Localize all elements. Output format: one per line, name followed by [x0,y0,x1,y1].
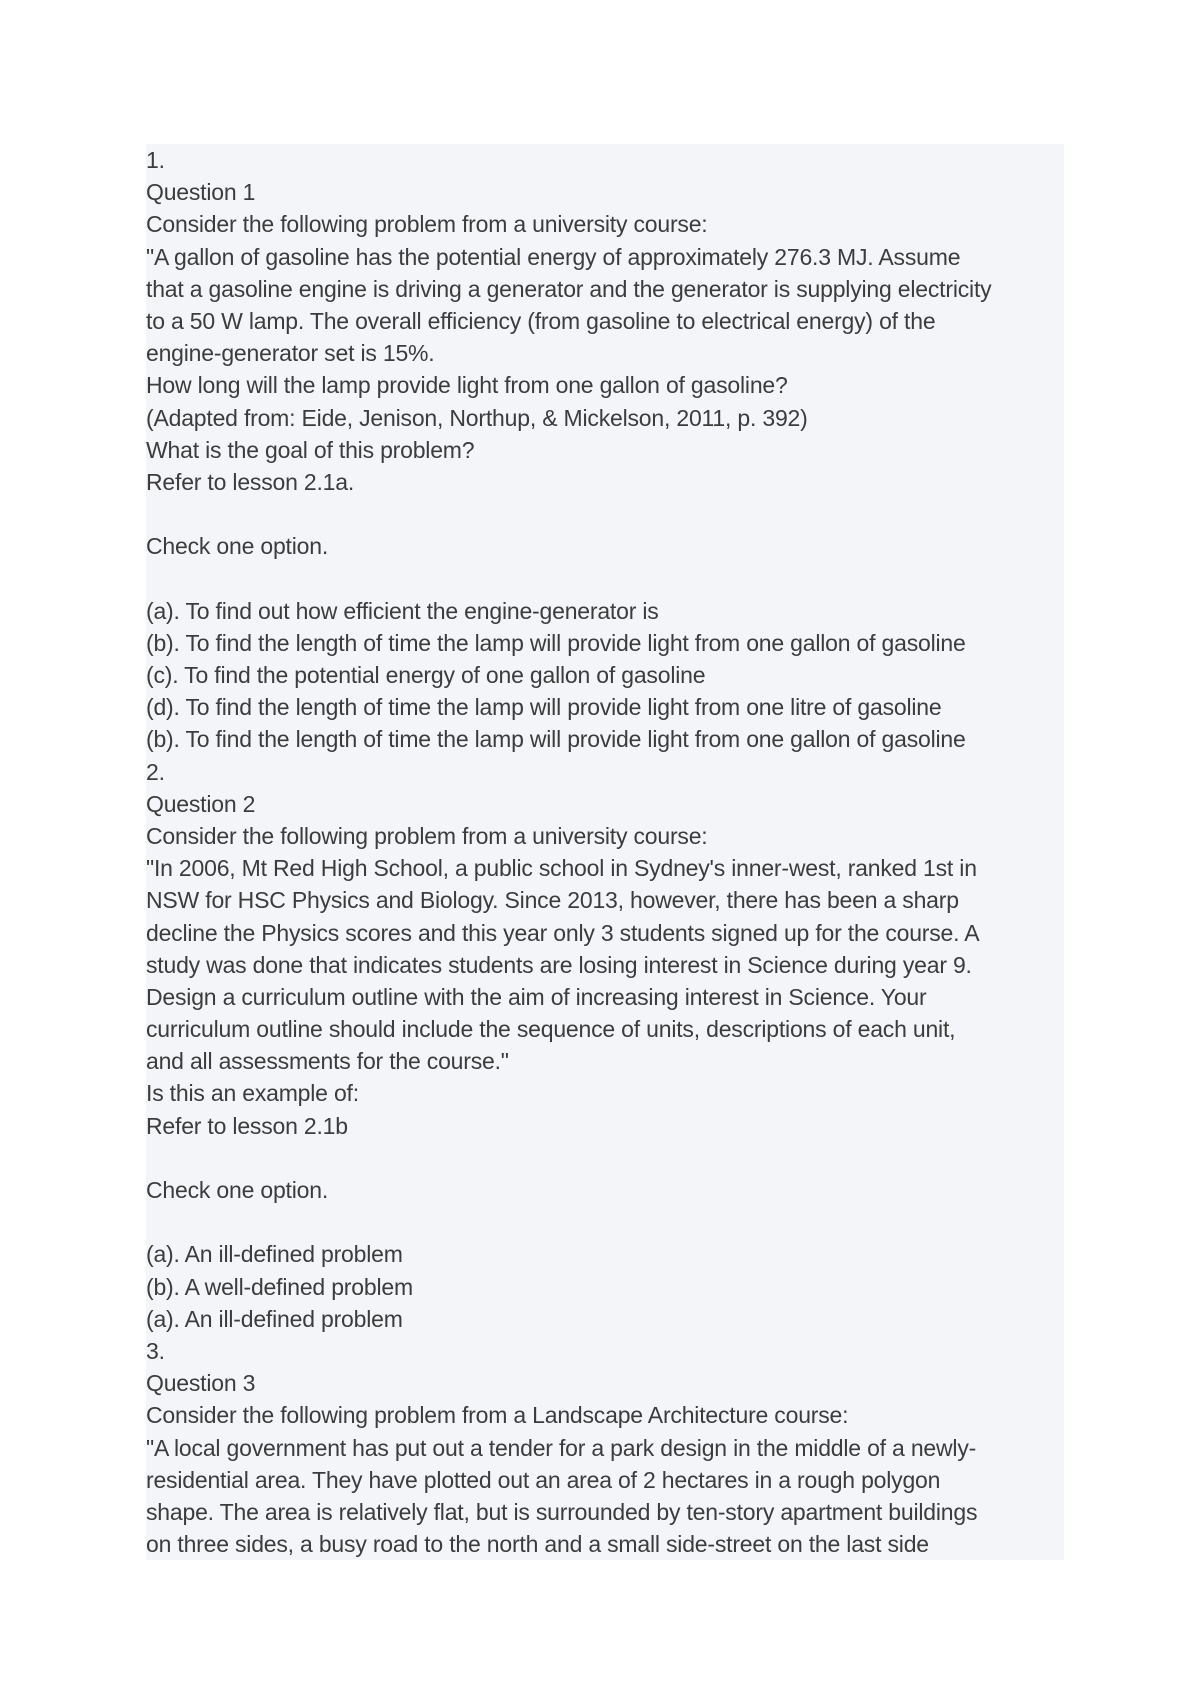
question-3-problem-line: "A local government has put out a tender for a park design in the middle of a newly- [146,1434,977,1461]
question-1-option-d: (d). To find the length of time the lamp will provide light from one litre of gasoline [146,694,942,721]
question-3-intro: Consider the following problem from a Landscape Architecture course: [146,1402,849,1429]
question-1-number: 1. [146,147,165,173]
question-2-prompt: Is this an example of: [146,1080,359,1107]
question-2-instruction: Check one option. [146,1177,329,1203]
blank-line [146,498,1064,530]
question-2-number: 2. [146,758,165,785]
question-1-intro: Consider the following problem from a university course: [146,211,708,238]
question-1-problem-line: engine-generator set is 15%. [146,340,435,367]
question-1-option-c: (c). To find the potential energy of one gallon of gasoline [146,662,706,688]
question-2-problem-line: and all assessments for the course." [146,1048,509,1075]
question-2-heading: Question 2 [146,790,256,817]
question-1-reference: Refer to lesson 2.1a. [146,468,355,495]
question-1-citation: (Adapted from: Eide, Jenison, Northup, & Mickelson, 2011, p. 392) [146,404,808,431]
question-1-option-b: (b). To find the length of time the lamp will provide light from one gallon of gasoline [146,629,966,656]
question-2-problem-line: NSW for HSC Physics and Biology. Since 2013, however, there has been a sharp [146,887,959,914]
question-1-problem-line: to a 50 W lamp. The overall efficiency (from gasoline to electrical energy) of the [146,307,936,334]
question-1-instruction: Check one option. [146,533,329,560]
question-2-option-b: (b). A well-defined problem [146,1273,413,1300]
question-1-problem-line: that a gasoline engine is driving a generator and the generator is supplying electricity [146,275,992,302]
question-3-problem-line: shape. The area is relatively flat, but is surrounded by ten-story apartment buildings [146,1498,978,1525]
question-2-problem-line: study was done that indicates students are losing interest in Science during year 9. [146,951,972,978]
question-2-problem-line: Design a curriculum outline with the aim of increasing interest in Science. Your [146,983,927,1010]
blank-line [146,562,1064,594]
question-1-problem-line: "A gallon of gasoline has the potential energy of approximately 276.3 MJ. Assume [146,243,961,270]
question-1-problem-line: How long will the lamp provide light from one gallon of gasoline? [146,372,788,399]
question-2-problem-line: curriculum outline should include the sequence of units, descriptions of each unit, [146,1016,956,1043]
question-1-option-a: (a). To find out how efficient the engine-generator is [146,597,659,624]
question-2-problem-line: "In 2006, Mt Red High School, a public school in Sydney's inner-west, ranked 1st in [146,855,977,882]
blank-line [146,1206,1064,1238]
question-3-problem-line: on three sides, a busy road to the north and a small side-street on the last side [146,1531,929,1558]
question-1-answer: (b). To find the length of time the lamp will provide light from one gallon of gasoline [146,726,966,753]
question-2-problem-line: decline the Physics scores and this year only 3 students signed up for the course. A [146,919,980,946]
question-1-prompt: What is the goal of this problem? [146,436,475,463]
question-2-option-a: (a). An ill-defined problem [146,1241,403,1268]
question-3-heading: Question 3 [146,1370,256,1397]
question-3-number: 3. [146,1337,165,1364]
blank-line [146,1142,1064,1174]
question-1-heading: Question 1 [146,179,256,206]
question-3-problem-line: residential area. They have plotted out an area of 2 hectares in a rough polygon [146,1466,941,1493]
question-2-answer: (a). An ill-defined problem [146,1305,403,1332]
document-page [146,144,1064,1560]
question-2-intro: Consider the following problem from a university course: [146,822,708,849]
question-2-reference: Refer to lesson 2.1b [146,1112,348,1139]
